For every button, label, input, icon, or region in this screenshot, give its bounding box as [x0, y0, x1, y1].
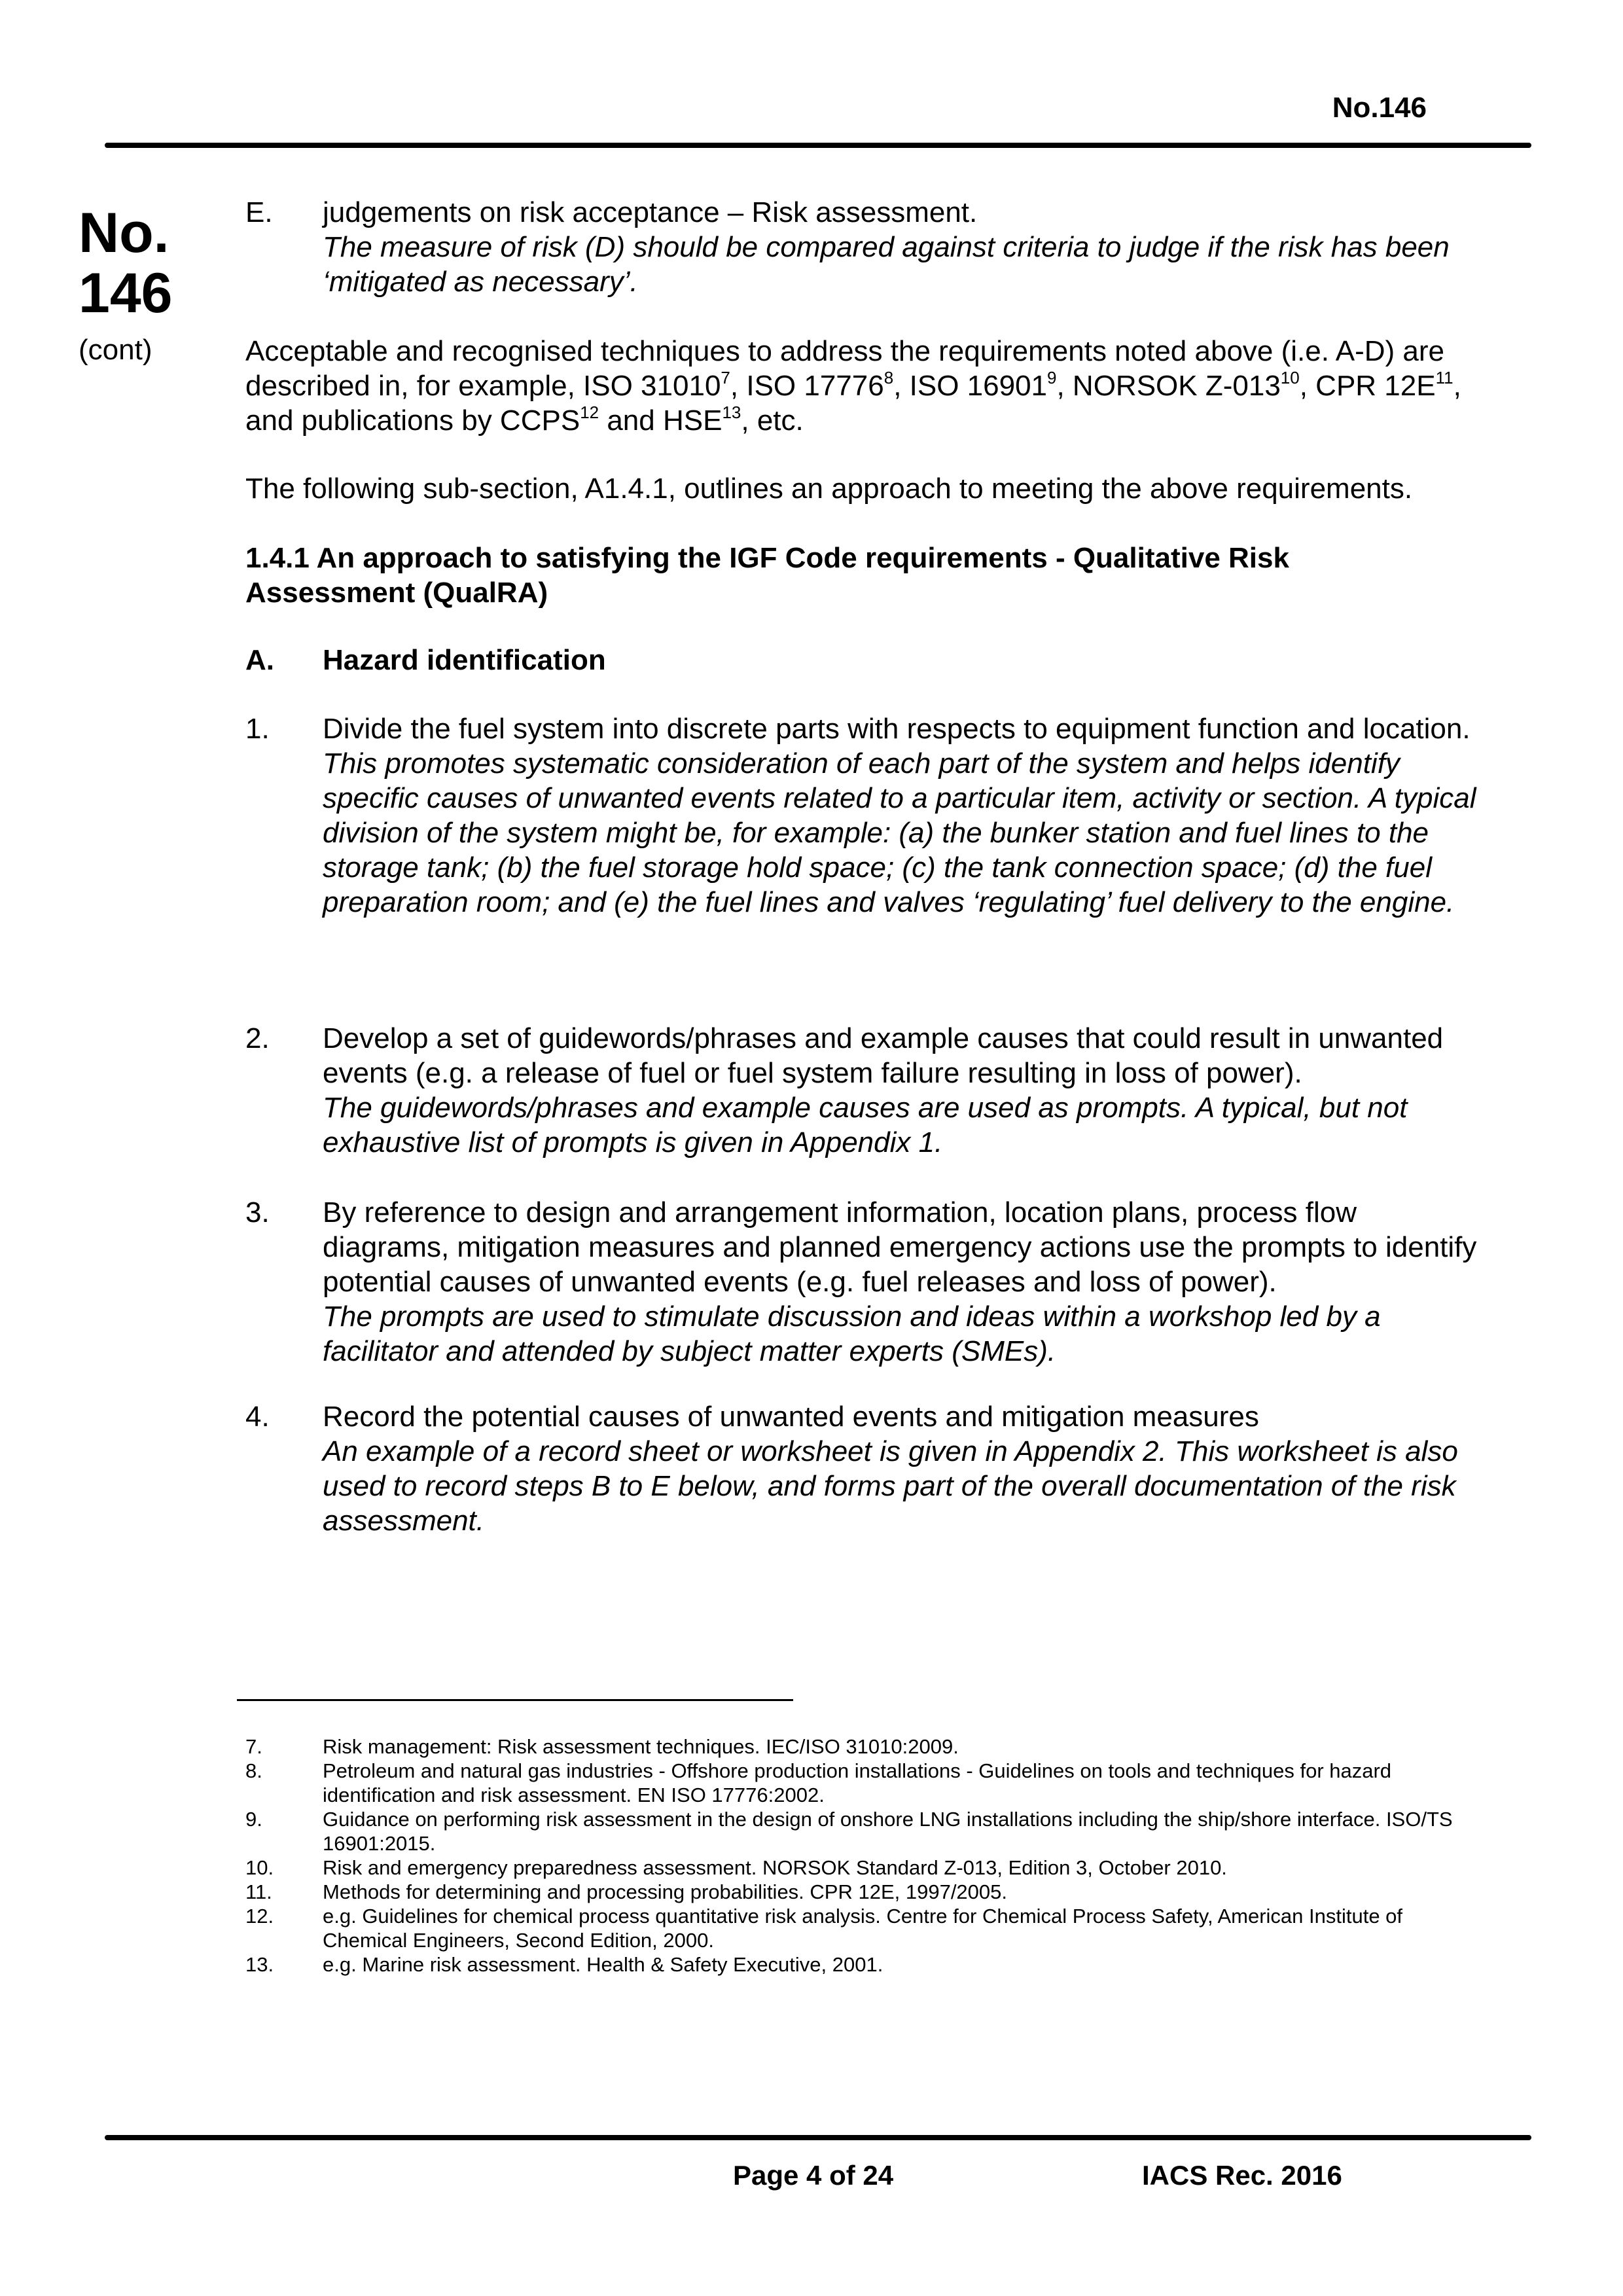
item-number: 3. — [245, 1196, 270, 1229]
footnote-text: Petroleum and natural gas industries - Offshore production installations - Guidelines on tools and techniques for hazard identification and risk assessment. EN ISO 17776:2002. — [323, 1759, 1392, 1806]
techniques-text: , ISO 16901 — [893, 370, 1048, 402]
footnote-ref: 9 — [1047, 368, 1057, 387]
footer-rule — [105, 2135, 1531, 2140]
side-doc-label — [79, 203, 173, 323]
footnote-ref: 10 — [1280, 368, 1300, 387]
item-note: The guidewords/phrases and example causes are used as prompts. A typical, but not exhaustive list of prompts is given in Appendix 1. — [323, 1092, 1408, 1158]
footnote — [245, 1734, 1489, 1759]
footnote-text: Guidance on performing risk assessment in the design of onshore LNG installations including the ship/shore interface. ISO/TS 16901:2015. — [323, 1808, 1453, 1855]
footnote — [245, 1880, 1489, 1904]
section-e — [245, 195, 1489, 299]
list-item — [245, 1021, 1489, 1160]
item-note: This promotes systematic consideration of each part of the system and helps identify specific causes of unwanted events related to a particular item, activity or section. A typical division of the system might be, for example: (a) the bunker station and fuel lines to the storage tank; (b) the fuel storage hold space; (c) the tank connection space; (d) the fuel preparation room; and (e) the fuel lines and valves ‘regulating’ fuel delivery to the engine. — [323, 747, 1476, 918]
footnote-number: 13. — [245, 1953, 274, 1976]
footnote-ref: 11 — [1435, 368, 1454, 387]
item-number: 4. — [245, 1401, 270, 1433]
following-paragraph: The following sub-section, A1.4.1, outlines an approach to meeting the above requirements. — [245, 473, 1413, 505]
techniques-paragraph — [245, 334, 1489, 438]
techniques-text: , and publications by CCPS — [245, 370, 1461, 437]
item-text: By reference to design and arrangement information, location plans, process flow diagrams, mitigation measures and planned emergency actions use the prompts to identify potential causes of unwanted events (e.g. fuel releases and loss of power). — [323, 1196, 1477, 1298]
footer-rec: IACS Rec. 2016 — [1142, 2160, 1342, 2191]
footnote-separator — [237, 1699, 793, 1701]
header-rule — [105, 143, 1531, 148]
techniques-text: , NORSOK Z-013 — [1056, 370, 1281, 402]
footnote — [245, 1904, 1489, 1952]
side-cont-label: (cont) — [79, 334, 152, 366]
footnote-ref: 7 — [721, 368, 730, 387]
footnote-number: 10. — [245, 1856, 274, 1879]
section-e-text: judgements on risk acceptance – Risk assessment. — [323, 196, 978, 228]
footnote-text: Risk and emergency preparedness assessment. NORSOK Standard Z-013, Edition 3, October 2010. — [323, 1856, 1227, 1879]
section-e-label: E. — [245, 196, 273, 228]
item-text: Record the potential causes of unwanted events and mitigation measures — [323, 1401, 1259, 1433]
footnote-ref: 13 — [722, 403, 741, 422]
techniques-text: , ISO 17776 — [730, 370, 884, 402]
hazard-title: Hazard identification — [323, 644, 606, 676]
footnote-ref: 12 — [580, 403, 599, 422]
list-item — [245, 1399, 1489, 1538]
footnote-text: e.g. Marine risk assessment. Health & Safety Executive, 2001. — [323, 1953, 883, 1976]
footer-page-number: Page 4 of 24 — [733, 2160, 894, 2191]
footnote-text: Risk management: Risk assessment techniques. IEC/ISO 31010:2009. — [323, 1735, 959, 1758]
footnote-number: 9. — [245, 1808, 262, 1831]
footnote-number: 8. — [245, 1759, 262, 1782]
hazard-label: A. — [245, 644, 274, 676]
item-text: Develop a set of guidewords/phrases and example causes that could result in unwanted events (e.g. a release of fuel or fuel system failure resulting in loss of power). — [323, 1022, 1444, 1089]
techniques-text: , CPR 12E — [1299, 370, 1436, 402]
item-text: Divide the fuel system into discrete parts with respects to equipment function and location. — [323, 713, 1471, 745]
header-doc-number: No.146 — [1332, 92, 1427, 124]
footnote-text: e.g. Guidelines for chemical process quantitative risk analysis. Centre for Chemical Process Safety, American Institute of Chemical Engineers, Second Edition, 2000. — [323, 1905, 1403, 1952]
list-item — [245, 1195, 1489, 1369]
footnote-number: 7. — [245, 1735, 262, 1758]
techniques-text: Acceptable and recognised techniques to address the requirements noted above (i.e. A-D) are described in, for example, ISO 31010 — [245, 335, 1444, 402]
techniques-text: , etc. — [741, 404, 804, 437]
item-note: An example of a record sheet or worksheet is given in Appendix 2. This worksheet is also used to record steps B to E below, and forms part of the overall documentation of the risk assessment. — [323, 1435, 1458, 1537]
item-number: 2. — [245, 1022, 270, 1054]
item-note: The prompts are used to stimulate discussion and ideas within a workshop led by a facilitator and attended by subject matter experts (SMEs). — [323, 1300, 1381, 1367]
item-number: 1. — [245, 713, 270, 745]
techniques-text: and HSE — [599, 404, 722, 437]
hazard-heading — [245, 643, 1489, 677]
side-no-label: No. — [79, 202, 169, 264]
footnote-ref: 8 — [883, 368, 894, 387]
footnotes — [245, 1734, 1489, 1977]
side-number: 146 — [79, 262, 173, 325]
section-e-note: The measure of risk (D) should be compared against criteria to judge if the risk has been ‘mitigated as necessary’. — [323, 231, 1450, 298]
list-item — [245, 711, 1489, 920]
footnote — [245, 1759, 1489, 1807]
footnote — [245, 1807, 1489, 1856]
footnote-text: Methods for determining and processing probabilities. CPR 12E, 1997/2005. — [323, 1880, 1008, 1903]
footnote — [245, 1856, 1489, 1880]
footnote-number: 12. — [245, 1905, 274, 1928]
footnote-number: 11. — [245, 1880, 272, 1903]
footnote — [245, 1952, 1489, 1977]
subsection-heading: 1.4.1 An approach to satisfying the IGF Code requirements - Qualitative Risk Assessment (QualRA) — [245, 542, 1289, 609]
